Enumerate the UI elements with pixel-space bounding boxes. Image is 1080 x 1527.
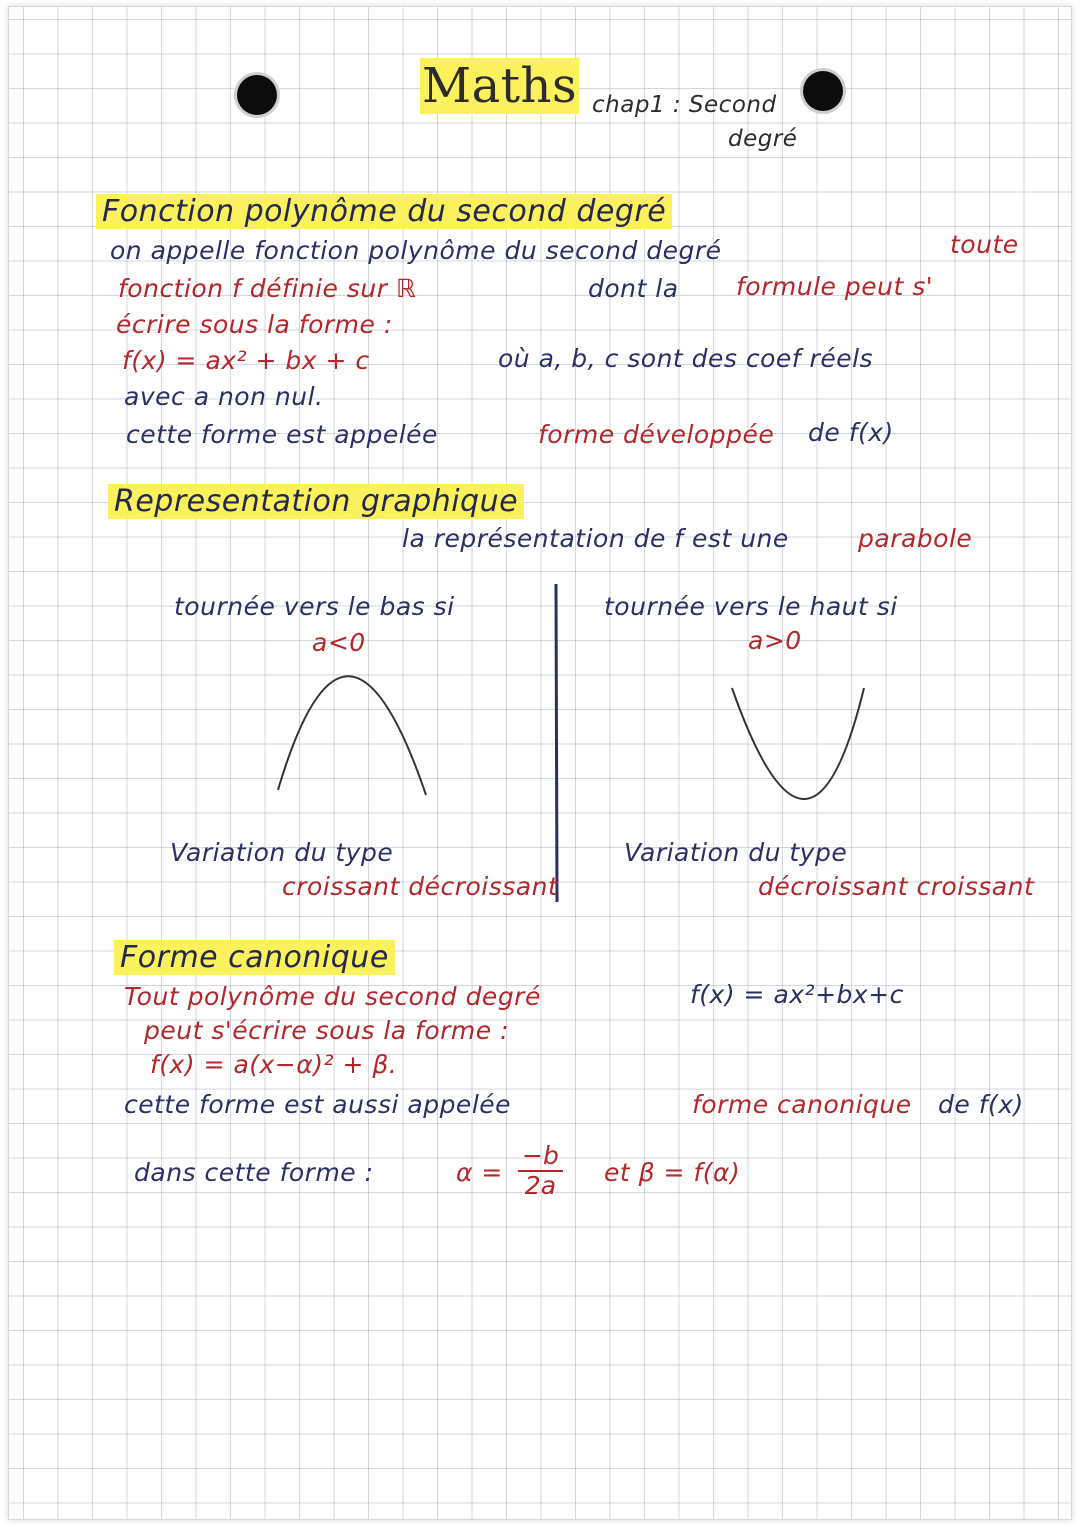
- text-line: dans cette forme :: [134, 1158, 374, 1187]
- text-line: avec a non nul.: [124, 382, 324, 411]
- text-line: dont la: [588, 274, 679, 303]
- text-line: Tout polynôme du second degré: [124, 982, 541, 1011]
- formula-general: f(x) = ax²+bx+c: [690, 980, 904, 1009]
- left-variation-type: croissant décroissant: [282, 872, 559, 901]
- text-line: où a, b, c sont des coef réels: [498, 344, 874, 373]
- text-line: de f(x): [808, 418, 894, 447]
- right-variation-type: décroissant croissant: [758, 872, 1035, 901]
- text-line: cette forme est appelée: [126, 420, 438, 449]
- right-column-title: tournée vers le haut si: [604, 592, 898, 621]
- chapter-label-cont: degré: [728, 126, 798, 152]
- text-line: la représentation de f est une: [402, 524, 789, 553]
- beta-definition: et β = f(α): [604, 1158, 741, 1187]
- right-variation-label: Variation du type: [624, 838, 848, 867]
- chapter-label: chap1 : Second: [592, 92, 777, 118]
- text-line: formule peut s': [736, 272, 934, 301]
- text-line: on appelle fonction polynôme du second degré: [110, 236, 722, 265]
- left-condition: a<0: [312, 628, 366, 657]
- term-parabole: parabole: [858, 524, 973, 553]
- left-variation-label: Variation du type: [170, 838, 394, 867]
- text-line: cette forme est aussi appelée: [124, 1090, 512, 1119]
- text-line: peut s'écrire sous la forme :: [144, 1016, 510, 1045]
- column-divider: [556, 584, 557, 902]
- fraction-numerator: −b: [518, 1142, 563, 1172]
- alpha-label: α =: [456, 1158, 503, 1187]
- term-forme-canonique: forme canonique: [692, 1090, 912, 1119]
- text-line: toute: [950, 230, 1019, 259]
- left-column-title: tournée vers le bas si: [174, 592, 455, 621]
- fraction-denominator: 2a: [524, 1171, 557, 1200]
- text-line: écrire sous la forme :: [116, 310, 393, 339]
- right-condition: a>0: [748, 626, 802, 655]
- term-forme-developpee: forme développée: [538, 420, 775, 449]
- page-title: Maths: [422, 58, 578, 114]
- alpha-fraction: [518, 1142, 563, 1200]
- section-heading-canonique: Forme canonique: [114, 940, 395, 975]
- section-heading-fonction: Fonction polynôme du second degré: [96, 194, 672, 229]
- text-line: fonction f définie sur ℝ: [118, 274, 417, 303]
- parabola-up-icon: [732, 688, 864, 799]
- section-heading-representation: Representation graphique: [108, 484, 524, 519]
- parabola-down-icon: [278, 676, 426, 795]
- formula-developed: f(x) = ax² + bx + c: [122, 346, 370, 375]
- text-line: de f(x): [938, 1090, 1024, 1119]
- formula-canonique: f(x) = a(x−α)² + β.: [150, 1050, 398, 1079]
